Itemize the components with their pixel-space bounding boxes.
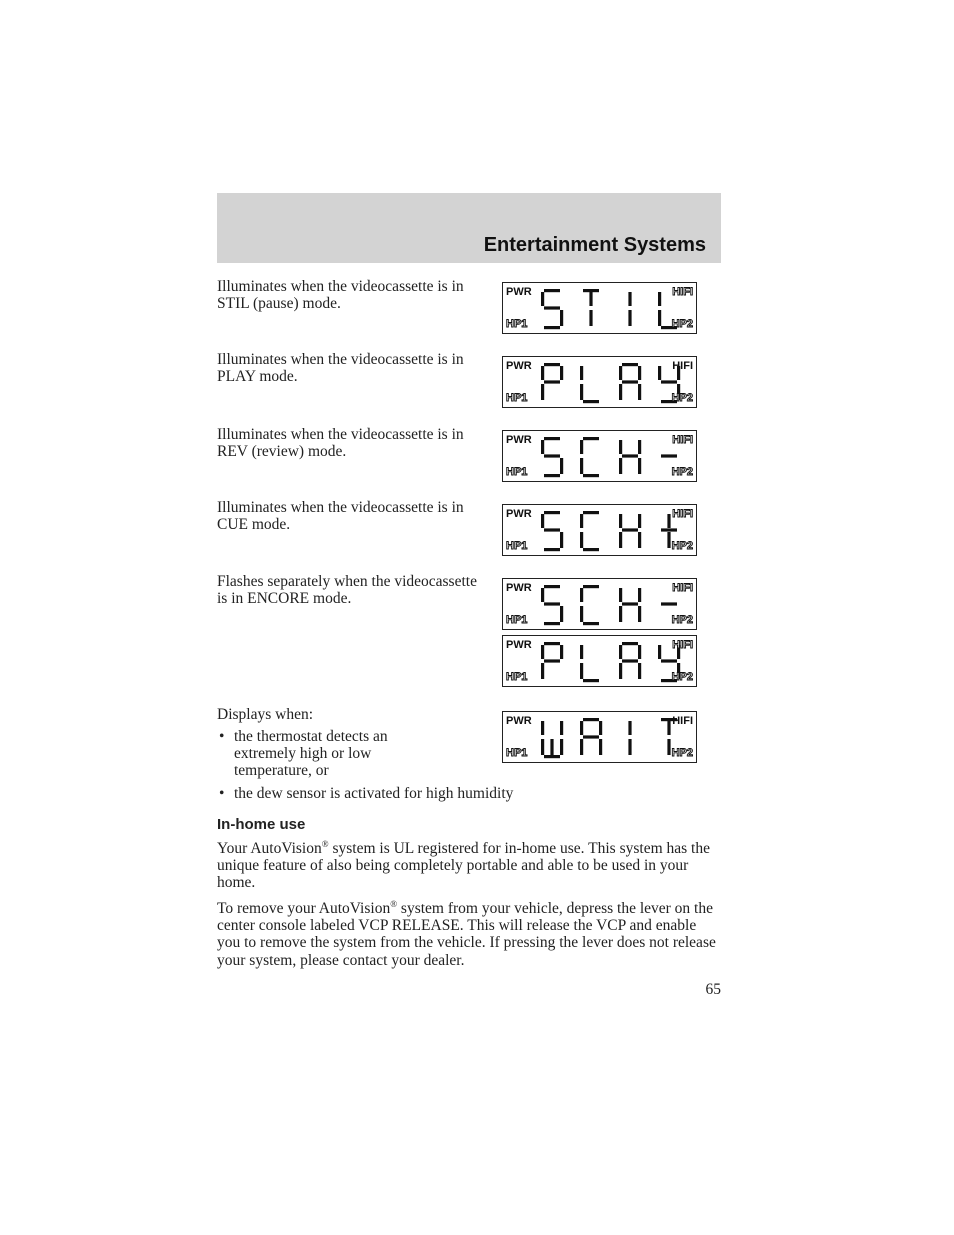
lcd-segment [619,514,622,528]
lcd-segment [638,606,641,622]
lcd-segment [622,602,638,605]
hp2-indicator: HP2 [671,318,693,330]
lcd-glyph-minus [661,602,677,605]
lcd-glyph-h [619,588,641,622]
hp1-indicator: HP1 [506,747,528,759]
hifi-indicator: HIFI [672,508,693,520]
lcd-glyph-s [541,511,563,551]
lcd-encore-display-1 [502,578,697,630]
lcd-segment [583,622,599,625]
lcd-segment [622,528,638,531]
lcd-segment [661,602,677,605]
hifi-indicator: HIFI [672,715,693,727]
lcd-segment [638,663,641,679]
in-home-paragraph-1 [217,840,721,892]
lcd-segment [619,384,622,400]
lcd-segment [560,532,563,548]
lcd-segment [638,366,641,380]
lcd-segment [544,659,560,662]
registered-mark: ® [390,898,398,909]
lcd-segment [580,588,583,602]
hifi-indicator: HIFI [672,639,693,651]
lcd-segment [580,606,583,622]
lcd-segment [541,292,544,306]
lcd-segment [638,458,641,474]
lcd-segment [638,532,641,548]
lcd-segment [622,642,638,645]
lcd-segment [544,306,560,309]
lcd-segment [560,310,563,326]
lcd-segment [619,440,622,454]
lcd-glyph-a [619,363,641,400]
lcd-glyph-a [619,642,641,679]
hp2-indicator: HP2 [671,614,693,626]
lcd-segment [628,292,631,306]
lcd-segment [583,474,599,477]
hp1-indicator: HP1 [506,671,528,683]
lcd-glyphs [503,357,698,409]
lcd-play-display [502,356,697,408]
page-number: 65 [705,981,721,998]
lcd-glyph-w [541,721,563,758]
lcd-segment [619,663,622,679]
lcd-segment [628,721,631,735]
lcd-encore-display-2 [502,635,697,687]
lcd-segment [544,454,560,457]
lcd-glyph-s [541,437,563,477]
section-title: Entertainment Systems [483,234,706,256]
lcd-segment [560,721,563,735]
lcd-segment [583,718,599,721]
lcd-segment [622,659,638,662]
lcd-segment [580,645,583,659]
lcd-segment [589,292,592,306]
pwr-indicator: PWR [506,508,532,520]
hp1-indicator: HP1 [506,540,528,552]
lcd-segment [544,622,560,625]
lcd-segment [658,366,661,380]
lcd-segment [583,735,599,738]
in-home-paragraph-2 [217,900,721,969]
lcd-glyph-c [580,585,599,625]
lcd-segment [560,645,563,659]
pwr-indicator: PWR [506,639,532,651]
lcd-segment [580,663,583,679]
pwr-indicator: PWR [506,286,532,298]
lcd-segment [583,585,599,588]
lcd-segment [638,645,641,659]
hp2-indicator: HP2 [671,540,693,552]
registered-mark: ® [321,838,329,849]
lcd-segment [541,366,544,380]
lcd-segment [638,440,641,454]
lcd-segment [619,645,622,659]
lcd-glyph-t [583,289,599,326]
lcd-segment [658,310,661,326]
lcd-segment [583,548,599,551]
lcd-segment [544,380,560,383]
wait-bullet-list-2 [217,785,721,802]
lcd-segment [544,511,560,514]
lcd-glyph-p [541,642,563,679]
lcd-segment [550,739,553,755]
lcd-glyph-i [628,292,631,326]
lcd-segment [658,292,661,306]
pwr-indicator: PWR [506,434,532,446]
lcd-segment [560,739,563,755]
lcd-stil-display [502,282,697,334]
lcd-segment [661,380,677,383]
lcd-glyph-i [628,721,631,755]
lcd-segment [661,528,677,531]
lcd-segment [622,380,638,383]
lcd-segment [667,739,670,755]
hp1-indicator: HP1 [506,392,528,404]
rev-description: Illuminates when the videocassette is in REV (review) mode. [217,426,464,460]
lcd-glyphs [503,579,698,631]
encore-description: Flashes separately when the videocassette is in ENCORE mode. [217,573,477,607]
lcd-segment [580,514,583,528]
lcd-glyphs [503,283,698,335]
lcd-segment [541,663,544,679]
p1-part-a: Your AutoVision [217,840,322,857]
lcd-segment [622,454,638,457]
lcd-segment [638,514,641,528]
lcd-cue-display [502,504,697,556]
p2-part-b: system from your vehicle, depress the lever on the center console labeled VCP RELEASE. This will release the VCP and enable you to remove the system from the vehicle. If pressing the lever does not release your system, please contact your dealer. [217,900,716,969]
p2-part-a: To remove your AutoVision [217,900,391,917]
lcd-segment [541,721,544,735]
lcd-segment [619,366,622,380]
play-description: Illuminates when the videocassette is in PLAY mode. [217,351,464,385]
lcd-segment [560,366,563,380]
lcd-glyph-l [580,366,599,403]
p1-part-b: system is UL registered for in-home use. This system has the unique feature of also being completely portable and able to be used in your home. [217,840,710,892]
stil-description: Illuminates when the videocassette is in STIL (pause) mode. [217,278,464,312]
pwr-indicator: PWR [506,582,532,594]
lcd-segment [589,310,592,326]
lcd-segment [619,458,622,474]
lcd-segment [583,400,599,403]
lcd-segment [583,437,599,440]
lcd-segment [544,642,560,645]
lcd-glyph-minus [661,454,677,457]
lcd-wait-display [502,711,697,763]
lcd-glyph-s [541,585,563,625]
lcd-segment [541,440,544,454]
hifi-indicator: HIFI [672,360,693,372]
lcd-segment [599,721,602,735]
pwr-indicator: PWR [506,360,532,372]
lcd-glyph-l [580,645,599,682]
hp1-indicator: HP1 [506,318,528,330]
lcd-segment [544,474,560,477]
hp1-indicator: HP1 [506,614,528,626]
lcd-segment [628,310,631,326]
hifi-indicator: HIFI [672,434,693,446]
lcd-segment [658,645,661,659]
hifi-indicator: HIFI [672,286,693,298]
hp2-indicator: HP2 [671,747,693,759]
lcd-segment [541,514,544,528]
lcd-segment [580,440,583,454]
lcd-segment [661,659,677,662]
lcd-segment [583,679,599,682]
lcd-segment [544,326,560,329]
lcd-glyphs [503,431,698,483]
lcd-glyph-c [580,437,599,477]
in-home-heading: In-home use [217,816,306,833]
lcd-segment [661,454,677,457]
lcd-segment [619,588,622,602]
lcd-segment [638,588,641,602]
lcd-segment [541,739,544,755]
lcd-segment [560,606,563,622]
lcd-glyphs [503,636,698,688]
lcd-segment [667,532,670,548]
lcd-segment [544,548,560,551]
lcd-segment [580,532,583,548]
lcd-segment [619,606,622,622]
lcd-segment [560,458,563,474]
hp2-indicator: HP2 [671,392,693,404]
pwr-indicator: PWR [506,715,532,727]
lcd-segment [541,588,544,602]
lcd-segment [628,739,631,755]
wait-intro: Displays when: [217,706,314,723]
lcd-segment [638,384,641,400]
lcd-segment [667,721,670,735]
lcd-segment [619,532,622,548]
lcd-glyph-c [580,511,599,551]
lcd-segment [583,289,599,292]
lcd-segment [544,437,560,440]
lcd-segment [580,366,583,380]
wait-bullet-list-1 [217,728,427,779]
cue-description: Illuminates when the videocassette is in CUE mode. [217,499,464,533]
lcd-segment [544,755,560,758]
lcd-segment [544,528,560,531]
lcd-segment [544,602,560,605]
lcd-segment [599,739,602,755]
hp2-indicator: HP2 [671,671,693,683]
lcd-segment [583,511,599,514]
lcd-segment [580,721,583,735]
hp1-indicator: HP1 [506,466,528,478]
list-item: • the thermostat detects an extremely high or low temperature, or [217,728,427,779]
lcd-segment [544,363,560,366]
lcd-glyph-s [541,289,563,329]
lcd-segment [580,458,583,474]
lcd-glyph-a [580,718,602,755]
lcd-segment [667,514,670,528]
list-item: • the dew sensor is activated for high humidity [217,785,721,802]
lcd-glyphs [503,505,698,557]
lcd-segment [544,585,560,588]
section-header-band [217,193,721,263]
lcd-segment [541,645,544,659]
lcd-glyph-p [541,363,563,400]
lcd-segment [622,363,638,366]
lcd-glyph-h [619,440,641,474]
lcd-segment [541,384,544,400]
lcd-segment [580,739,583,755]
lcd-rev-display [502,430,697,482]
hifi-indicator: HIFI [672,582,693,594]
lcd-segment [544,289,560,292]
lcd-glyphs [503,712,698,764]
lcd-segment [580,384,583,400]
hp2-indicator: HP2 [671,466,693,478]
lcd-glyph-h [619,514,641,548]
